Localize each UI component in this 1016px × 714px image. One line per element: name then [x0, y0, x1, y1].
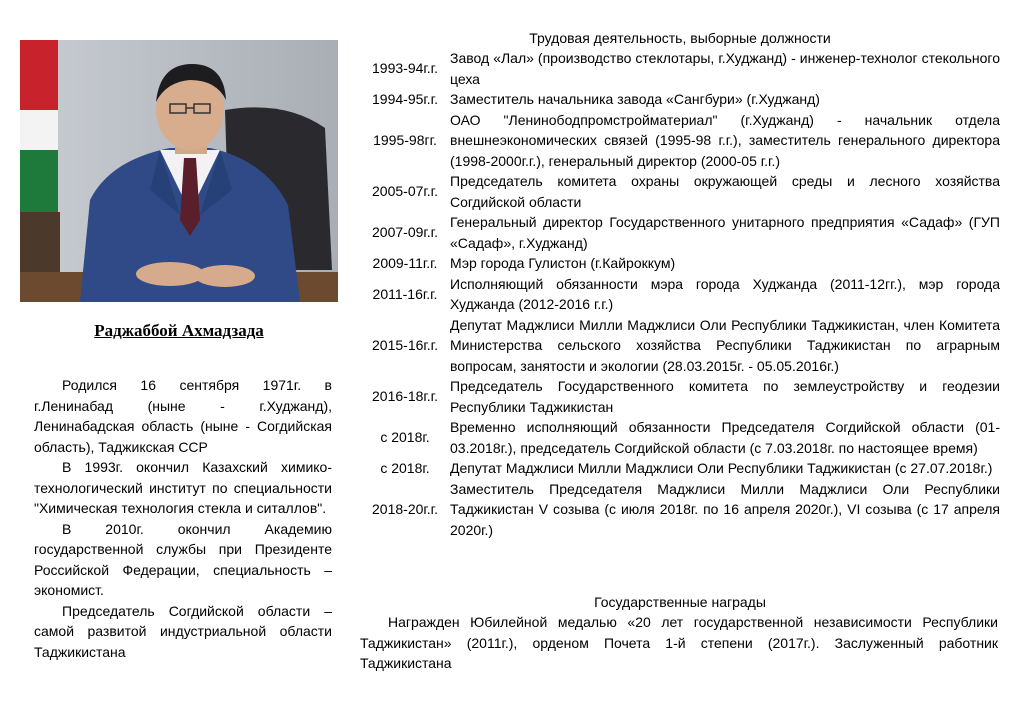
career-row	[360, 458, 1000, 479]
career-years: 1995-98гг.	[373, 132, 437, 148]
career-years: с 2018г.	[380, 460, 430, 476]
career-row	[360, 171, 1000, 212]
career-row	[360, 417, 1000, 458]
bio-paragraph: В 2010г. окончил Академию государственной службы при Президенте Российской Федерации, специальность – экономист.	[34, 520, 332, 598]
bio-paragraph: В 1993г. окончил Казахский химико-технологический институт по специальности "Химическая технология стекла и ситаллов".	[34, 459, 332, 516]
portrait-illustration	[20, 40, 338, 302]
career-description: Мэр города Гулистон (г.Кайроккум)	[450, 255, 676, 271]
career-years: 2009-11г.г.	[372, 255, 438, 271]
career-row	[360, 479, 1000, 541]
career-description: Депутат Маджлиси Милли Маджлиси Оли Республики Таджикистан, член Комитета Министерства сельского хозяйства Республики Таджикистан по аграрным вопросам, занятости и экологии (28.03.2015г. - 05.05.2016г.)	[450, 316, 1000, 374]
career-years: 2015-16г.г.	[372, 337, 438, 353]
career-row	[360, 212, 1000, 253]
career-description: ОАО "Ленинободпромстройматериал" (г.Худжанд) - начальник отдела внешнеэкономических связей (1995-98 г.г.), заместитель генерального директора (1998-2000г.г.), генеральный директор (2000-05 г.г.)	[450, 111, 1000, 169]
career-years: 1994-95г.г.	[372, 91, 438, 107]
career-description: Заместитель Председателя Маджлиси Милли Маджлиси Оли Республики Таджикистан V созыва (с июля 2018г. по 16 апреля 2020г.), VI созыва (с 17 апреля 2020г.)	[450, 480, 1000, 538]
career-years: с 2018г.	[380, 429, 430, 446]
career-row	[360, 89, 1000, 110]
career-years: 2016-18г.г.	[372, 388, 438, 405]
career-description: Завод «Лал» (производство стеклотары, г.Худжанд) - инженер-технолог стекольного цеха	[450, 50, 1000, 87]
career-description: Председатель комитета охраны окружающей среды и лесного хозяйства Согдийской области	[450, 173, 1000, 210]
career-row	[360, 110, 1000, 172]
career-description: Временно исполняющий обязанности Председателя Согдийской области (01-03.2018г.), председатель Согдийской области (с 7.03.2018г. по настоящее время)	[450, 419, 1000, 456]
career-description: Депутат Маджлиси Милли Маджлиси Оли Республики Таджикистан (с 27.07.2018г.)	[450, 460, 993, 476]
career-row	[360, 274, 1000, 315]
career-years: 2007-09г.г.	[372, 224, 438, 241]
career-years: 2011-16г.г.	[372, 285, 438, 302]
flag-icon	[20, 40, 58, 220]
career-description: Председатель Государственного комитета по землеустройству и геодезии Республики Таджикистан	[450, 378, 1000, 415]
career-years: 2018-20г.г.	[372, 501, 438, 517]
bio-paragraph: Председатель Согдийской области – самой развитой индустриальной области Таджикистана	[34, 602, 332, 660]
portrait-photo	[20, 40, 338, 302]
career-description: Генеральный директор Государственного унитарного предприятия «Садаф» (ГУП «Садаф», г.Худжанд)	[450, 214, 1000, 251]
career-table	[360, 48, 1000, 540]
career-years: 2005-07г.г.	[372, 183, 438, 200]
bio-paragraph: Родился 16 сентября 1971г. в г.Ленинабад (ныне - г.Худжанд), Ленинабадская область (ныне - Согдийская область), Таджикская ССР	[34, 377, 332, 455]
career-years: 1993-94г.г.	[372, 60, 438, 77]
career-description: Заместитель начальника завода «Сангбури» (г.Худжанд)	[450, 91, 820, 107]
awards-text: Награжден Юбилейной медалью «20 лет государственной независимости Республики Таджикистан» (2011г.), орденом Почета 1-й степени (2017г.). Заслуженный работник Таджикистана	[360, 614, 998, 671]
career-row	[360, 315, 1000, 377]
awards-section-title: Государственные награды	[594, 594, 766, 610]
career-row	[360, 48, 1000, 89]
career-row	[360, 376, 1000, 417]
career-section-title: Трудовая деятельность, выборные должности	[529, 30, 831, 46]
career-description: Исполняющий обязанности мэра города Худжанда (2011-12гг.), мэр города Худжанда (2012-2016 г.г.)	[450, 275, 1000, 312]
person-name: Раджаббой Ахмадзада	[94, 321, 264, 340]
career-row	[360, 253, 1000, 274]
biography	[34, 375, 332, 662]
